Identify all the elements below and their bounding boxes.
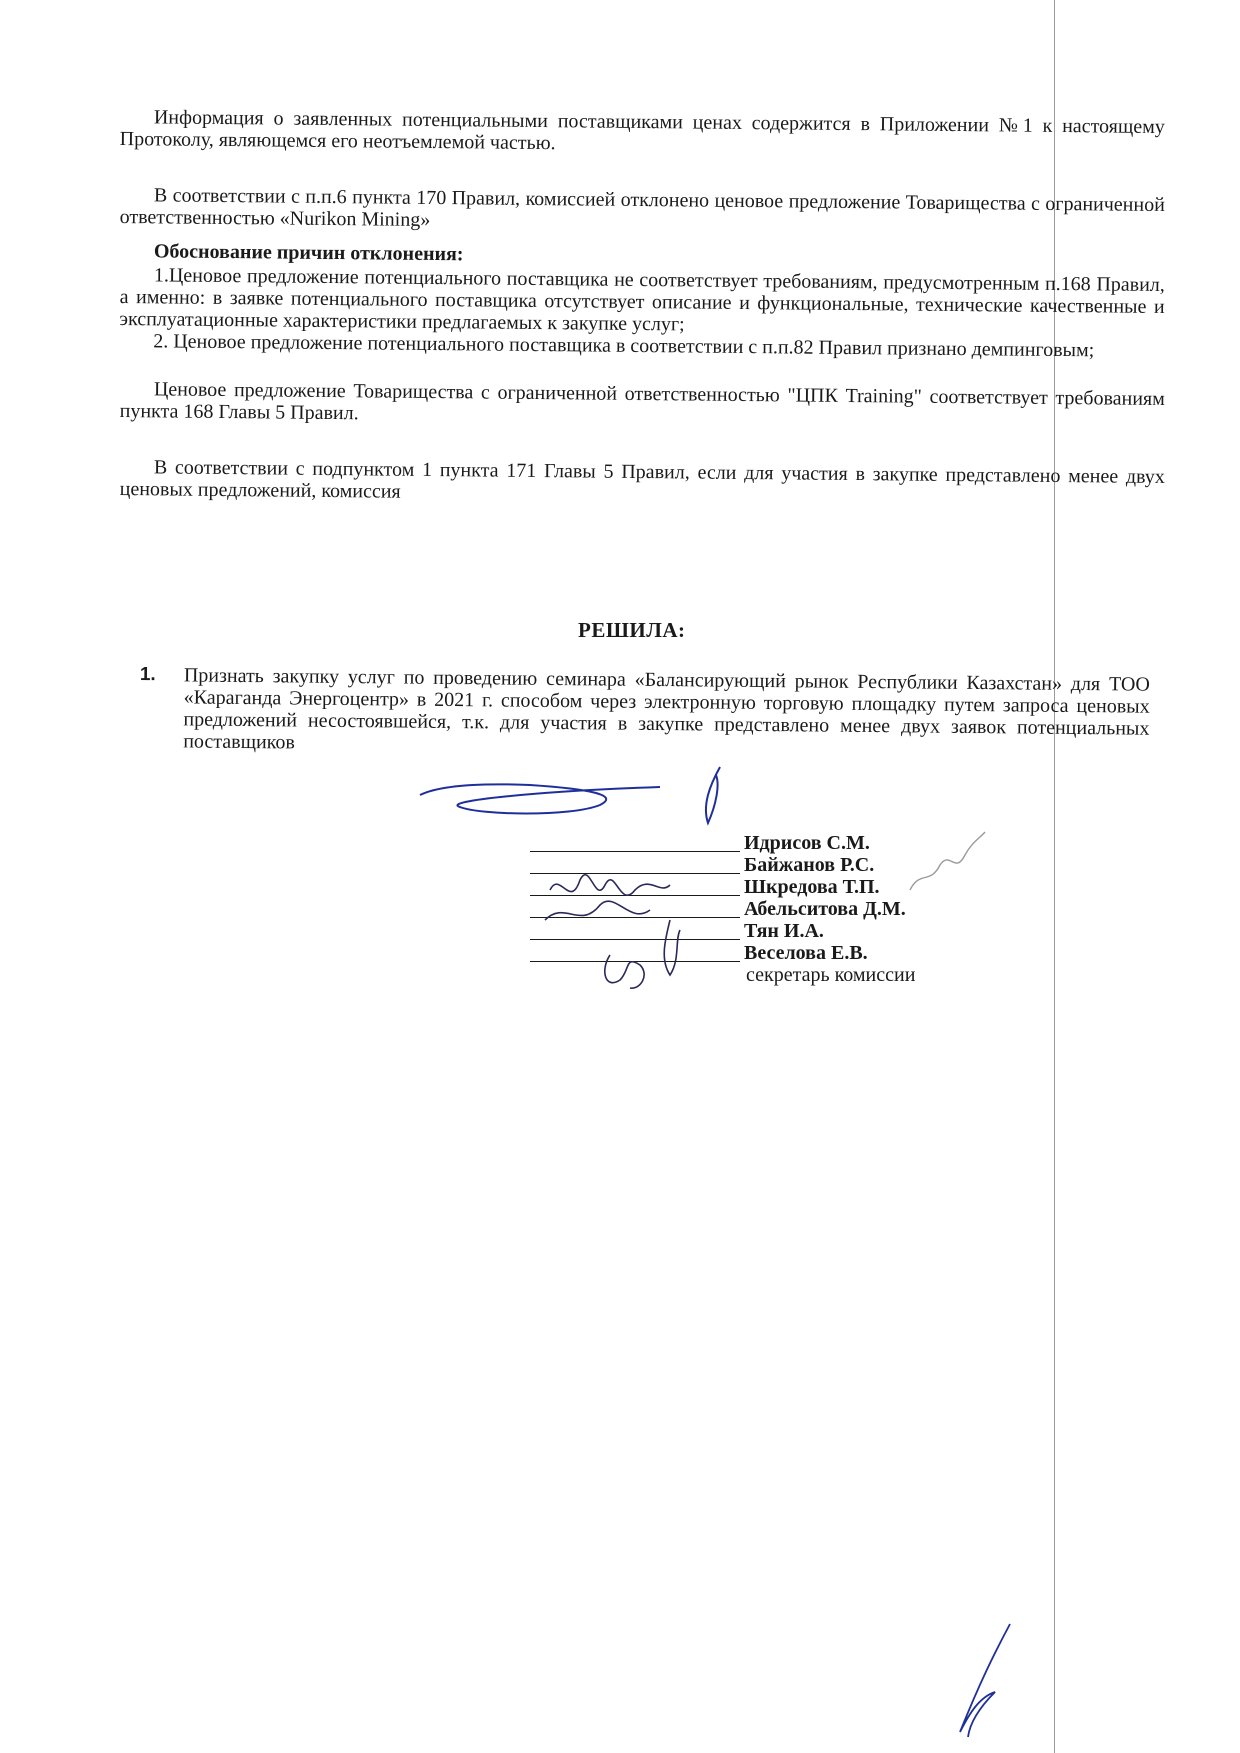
pen-stroke-signature	[420, 765, 760, 825]
decision-text: Признать закупку услуг по проведению семинара «Балансирующий рынок Республики Казахстан» для ТОО «Караганда Энергоцентр» в 2021 г. способом через электронную торговую площадку путем запроса ценовых предложений несостоявшейся, т.к. для участия в закупке представлено менее двух заявок потенциальных поставщиков	[183, 664, 1150, 754]
signer-name: Веселова Е.В.	[744, 942, 868, 964]
paragraph-subclause: В соответствии с подпунктом 1 пункта 171 Главы 5 Правил, если для участия в закупке представлено менее двух ценовых предложений, комиссия	[119, 456, 1165, 503]
signer-name: Тян И.А.	[744, 920, 824, 942]
rejection-reasons-list	[119, 264, 1165, 362]
rejection-reasons-heading: Обоснование причин отклонения:	[153, 240, 464, 266]
decision-number: 1.	[139, 664, 156, 686]
rejection-reason-2: 2. Ценовое предложение потенциального поставщика в соответствии с п.п.82 Правил признано демпинговым;	[153, 330, 1095, 362]
paragraph-compliance: Ценовое предложение Товарищества с ограниченной ответственностью "ЦПК Training" соответствует требованиям пункта 168 Главы 5 Правил.	[119, 378, 1165, 425]
signer-name: Шкредова Т.П.	[744, 876, 880, 898]
faint-signature	[900, 830, 990, 910]
signer-name: Байжанов Р.С.	[744, 854, 875, 876]
rejection-reason-1: 1.Ценовое предложение потенциального поставщика не соответствует требованиям, предусмотренным п.168 Правил, а именно: в заявке потенциального поставщика отсутствует описание и функциональные, технические качественные и эксплуатационные характеристики предлагаемых к закупке услуг;	[119, 264, 1165, 336]
signer-name: Идрисов С.М.	[744, 832, 870, 854]
handwritten-signatures	[540, 850, 710, 1000]
signer-name: Абельситова Д.М.	[744, 898, 906, 920]
paragraph-rejection: В соответствии с п.п.6 пункта 170 Правил, комиссией отклонено ценовое предложение Товарищества с ограниченной ответственностью «Nurikon Mining»	[119, 184, 1165, 231]
decision-item	[139, 664, 1150, 762]
secretary-role: секретарь комиссии	[746, 964, 916, 986]
initials-mark	[940, 1622, 1030, 1742]
decision-heading: РЕШИЛА:	[578, 618, 686, 642]
paragraph-price-info: Информация о заявленных потенциальными поставщиками ценах содержится в Приложении №1 к настоящему Протоколу, являющемся его неотъемлемой частью.	[119, 106, 1165, 155]
